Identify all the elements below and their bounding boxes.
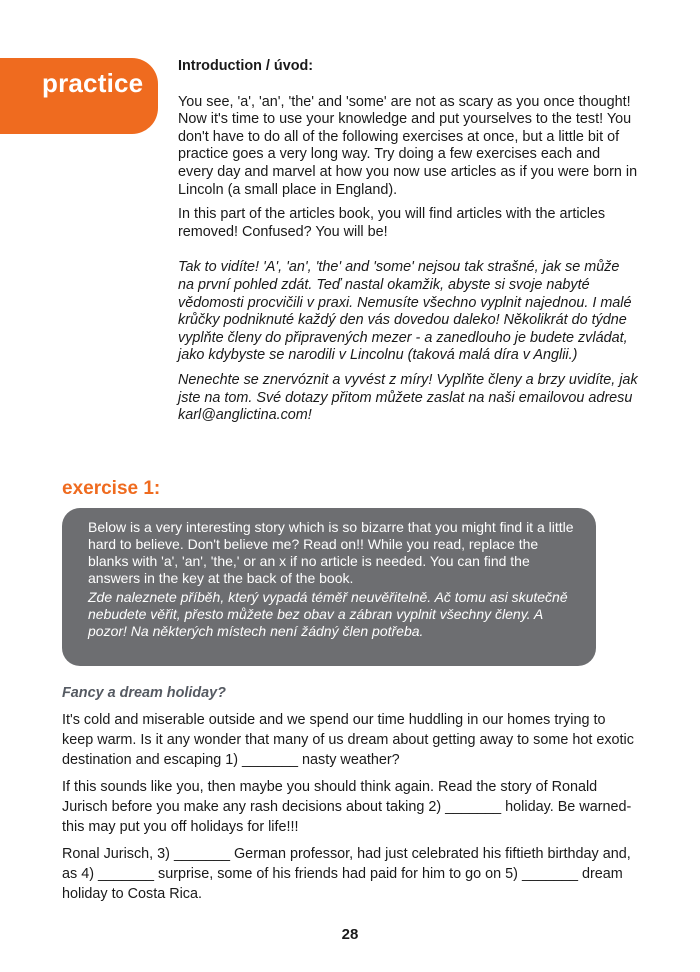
page-number: 28 bbox=[341, 926, 359, 943]
intro-paragraph-en: In this part of the articles book, you will find articles with the articles removed! Confused? You will be! bbox=[178, 206, 606, 240]
story-paragraph: It's cold and miserable outside and we spend our time huddling in our homes trying to keep warm. Is it any wonder that many of us dream about getting away to some hot exotic destination and escaping 1) _______ nasty weather? bbox=[62, 712, 634, 768]
intro-paragraph-cz: Tak to vidíte! 'A', 'an', 'the' and 'some' nejsou tak strašné, jak se může na první pohled zdát. Teď nastal okamžik, abyste si svoje nabyté vědomosti procvičili v praxi. Nemusíte všechno vyplnit najednou. I malé krůčky podniknuté každý den vás dovedou daleko! Několikrát do týdne vyplňte členy do připravených mezer - a zanedlouho je budete zvládat, jako kdybyste se narodili v Lincolnu (taková malá díra v Anglii.) bbox=[178, 259, 632, 364]
intro-heading: Introduction / úvod: bbox=[178, 58, 314, 74]
story-paragraph: Ronal Jurisch, 3) _______ German professor, had just celebrated his fiftieth birthday and, as 4) _______ surprise, some of his friends had paid for him to go on 5) _______ dream holiday to Costa Rica. bbox=[62, 846, 631, 902]
instructions-cz: Zde naleznete příběh, který vypadá téměř neuvěřitelně. Ač tomu asi skutečně nebudete věřit, přesto můžete bez obav a zábran vyplnit všechny členy. A pozor! Na některých místech není žádný člen potřeba. bbox=[88, 589, 568, 639]
story-title: Fancy a dream holiday? bbox=[62, 685, 226, 701]
instructions-en: Below is a very interesting story which is so bizarre that you might find it a little hard to believe. Don't believe me? Read on!! While you read, replace the blanks with 'a', 'an', 'the,' or an x if no article is needed. You can find the answers in the key at the back of the book. bbox=[88, 519, 574, 586]
exercise-title: exercise 1: bbox=[62, 478, 161, 499]
introduction bbox=[178, 58, 638, 432]
section-tab-label: practice bbox=[42, 68, 144, 98]
story-paragraph: If this sounds like you, then maybe you should think again. Read the story of Ronald Jurisch before you make any rash decisions about taking 2) _______ holiday. Be warned- this may put you off holidays for life!!! bbox=[62, 779, 632, 835]
story-body bbox=[62, 710, 634, 911]
intro-paragraph-cz: Nenechte se znervóznit a vyvést z míry! Vyplňte členy a brzy uvidíte, jak jste na tom. Své dotazy přitom můžete zaslat na naši emailovou adresu karl@anglictina.com! bbox=[178, 371, 638, 424]
instructions-box bbox=[62, 508, 596, 666]
section-tab bbox=[0, 58, 158, 134]
intro-paragraph-en: You see, 'a', 'an', 'the' and 'some' are not as scary as you once thought! Now it's time to use your knowledge and put yourselves to the test! You don't have to do all of the following exercises at once, but a little bit of practice goes a very long way. Try doing a few exercises each and every day and marvel at how you now use articles as if you were born in Lincoln (a small place in England). bbox=[178, 93, 638, 198]
